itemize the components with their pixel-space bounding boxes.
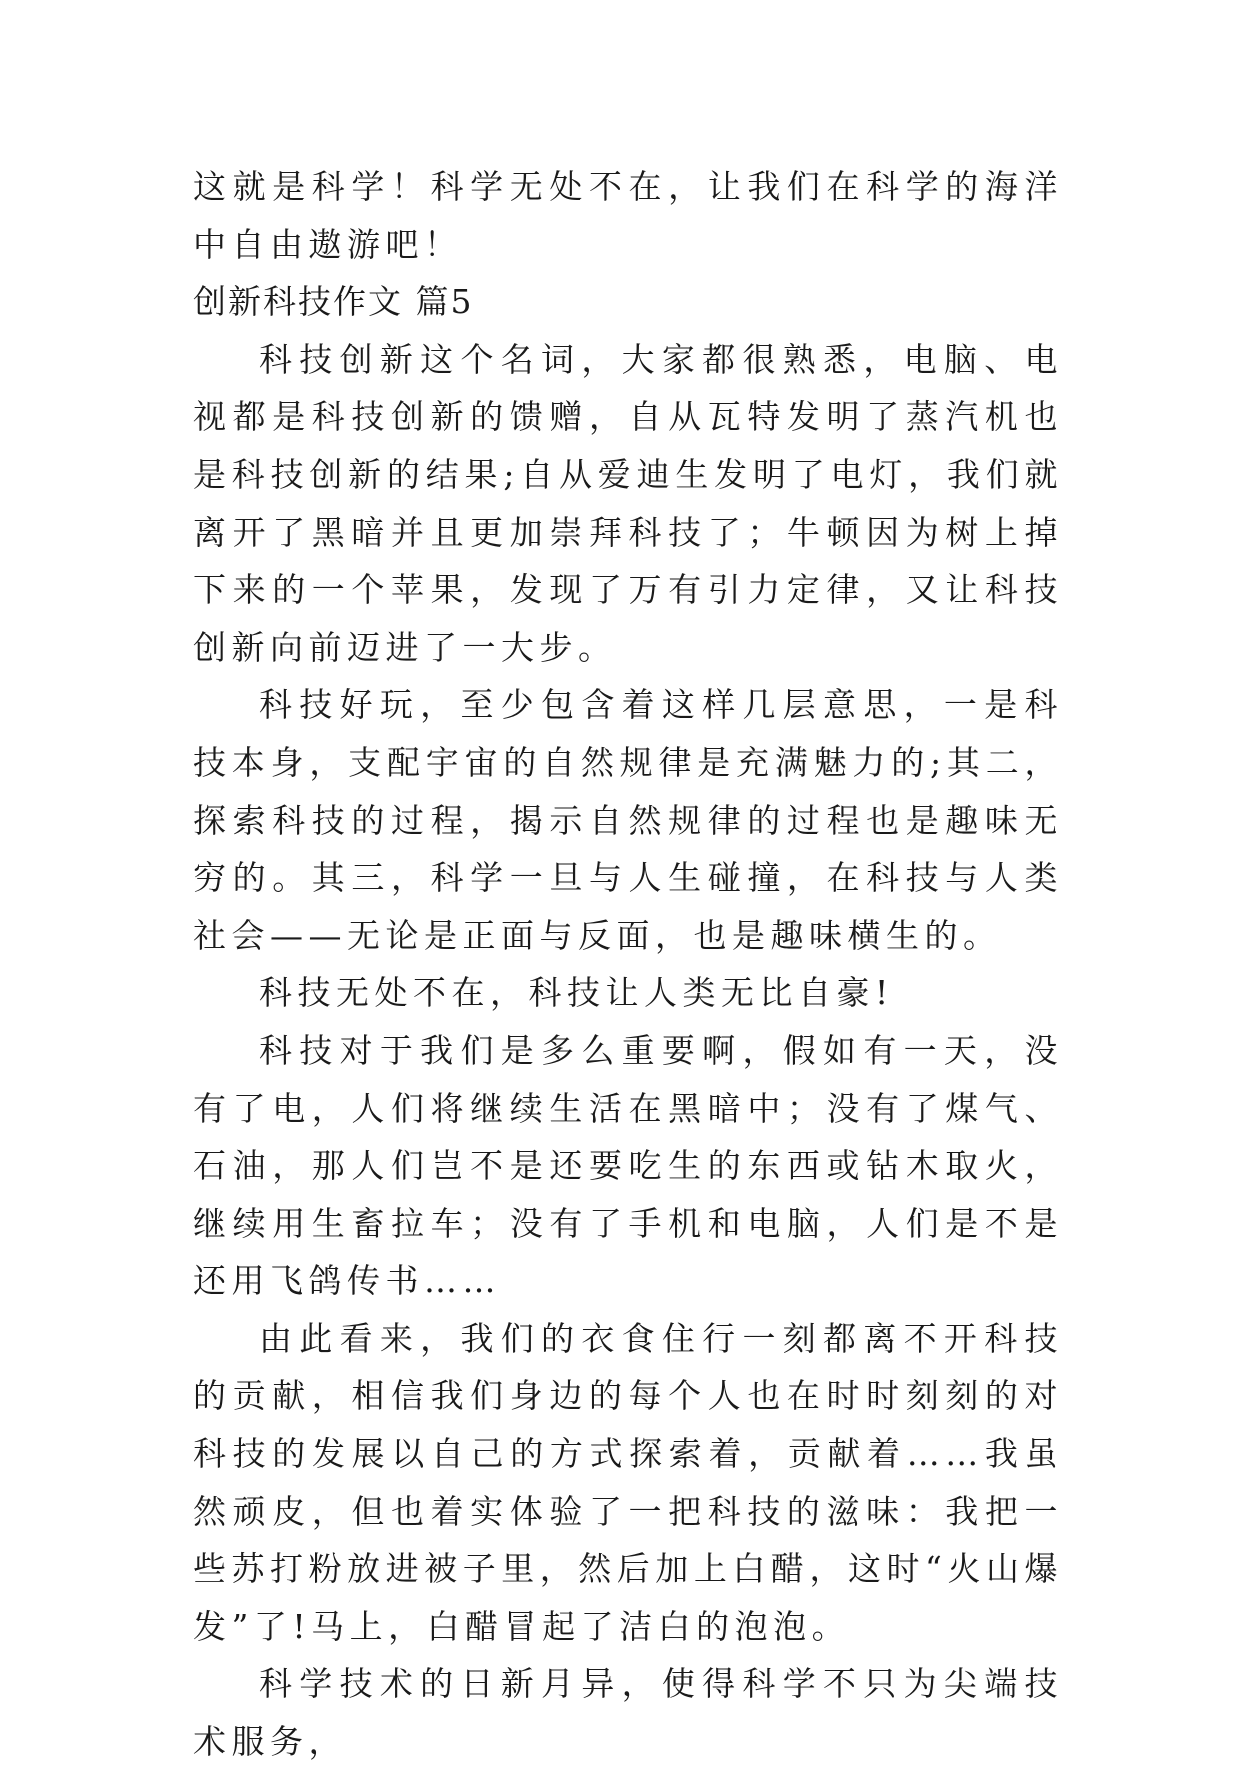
paragraph-6: 科学技术的日新月异，使得科学不只为尖端技术服务， — [193, 1664, 1063, 1762]
paragraph-4: 科技对于我们是多么重要啊，假如有一天，没有了电，人们将继续生活在黑暗中；没有了煤气、石油，那人们岂不是还要吃生的东西或钻木取火，继续用生畜拉车；没有了手机和电脑，人们是不是还用飞鸽传书…… — [193, 1030, 1063, 1301]
paragraph-1: 科技创新这个名词，大家都很熟悉，电脑、电视都是科技创新的馈赠，自从瓦特发明了蒸汽机也是科技创新的结果;自从爱迪生发明了电灯，我们就离开了黑暗并且更加崇拜科技了；牛顿因为树上掉下来的一个苹果，发现了万有引力定律，又让科技创新向前迈进了一大步。 — [193, 339, 1063, 667]
paragraph-continued: 这就是科学！科学无处不在，让我们在科学的海洋中自由遨游吧！ — [193, 167, 1063, 264]
document-body — [193, 158, 1063, 1771]
paragraph-2: 科技好玩，至少包含着这样几层意思，一是科技本身，支配宇宙的自然规律是充满魅力的;其二，探索科技的过程，揭示自然规律的过程也是趣味无穷的。其三，科学一旦与人生碰撞，在科技与人类社会——无论是正面与反面，也是趣味横生的。 — [193, 685, 1063, 955]
section-heading: 创新科技作文 篇5 — [193, 282, 474, 322]
paragraph-3: 科技无处不在，科技让人类无比自豪! — [259, 973, 894, 1013]
paragraph-5: 由此看来，我们的衣食住行一刻都离不开科技的贡献，相信我们身边的每个人也在时时刻刻的对科技的发展以自己的方式探索着，贡献着……我虽然顽皮，但也着实体验了一把科技的滋味：我把一些苏打粉放进被子里，然后加上白醋，这时“火山爆发”了!马上，白醋冒起了洁白的泡泡。 — [193, 1318, 1063, 1646]
